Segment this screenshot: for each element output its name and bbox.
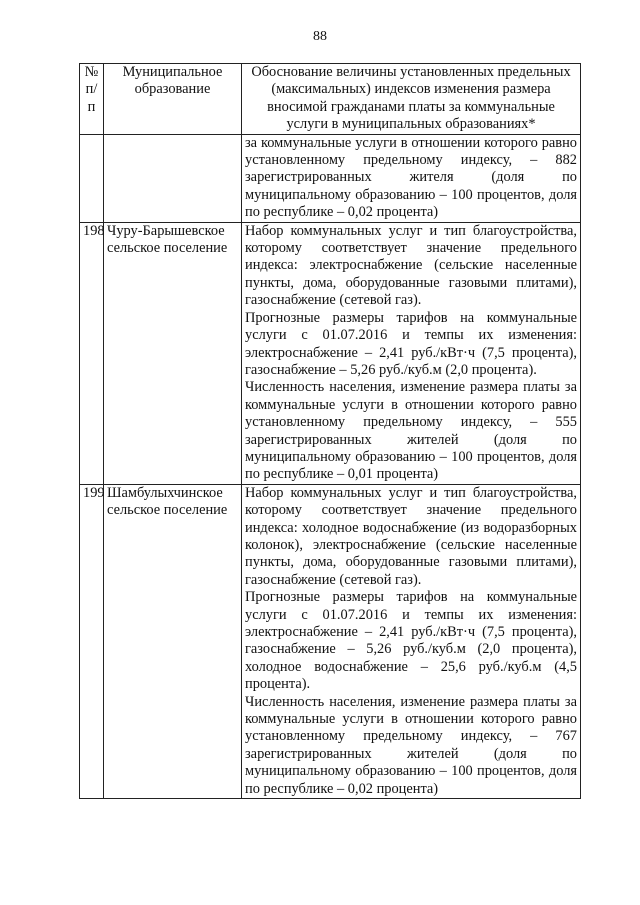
row-number: 198 [80, 222, 104, 484]
justification-paragraph: Прогнозные размеры тарифов на коммунальные услуги с 01.07.2016 и темпы их изменения: электроснабжение – 2,41 руб./кВт·ч (7,5 процента), газоснабжение – 5,26 руб./куб.м (2,0 процента). [245, 309, 577, 378]
table-header-row [80, 64, 581, 135]
tariff-index-table [79, 63, 581, 799]
row-municipality: Шамбулыхчинское сельское поселение [104, 484, 242, 798]
justification-paragraph: Прогнозные размеры тарифов на коммунальные услуги с 01.07.2016 и темпы их изменения: электроснабжение – 2,41 руб./кВт·ч (7,5 процента), газоснабжение – 5,26 руб./куб.м (2,0 процента), холодное водоснабжение – 25,6 руб./куб.м (4,5 процента). [245, 589, 577, 693]
page-number: 88 [313, 29, 327, 44]
justification-paragraph: Численность населения, изменение размера платы за коммунальные услуги в отношении которого равно установленному предельному индексу, – 767 зарегистрированных жителей (доля по муниципальному образованию – 100 процентов, доля по республике – 0,02 процента) [245, 693, 577, 797]
row-number [80, 134, 104, 222]
justification-paragraph: Набор коммунальных услуг и тип благоустройства, которому соответствует значение предельного индекса: электроснабжение (сельские населенные пункты, дома, оборудованные газовыми плитами), газоснабжение (сетевой газ). [245, 222, 577, 309]
header-num: № п/п [80, 64, 104, 135]
table-row [80, 222, 581, 484]
justification-paragraph: Набор коммунальных услуг и тип благоустройства, которому соответствует значение предельного индекса: холодное водоснабжение (из водоразборных колонок), электроснабжение (сельские населенные пункты, дома, оборудованные газовыми плитами), газоснабжение (сетевой газ). [245, 484, 577, 588]
row-justification [242, 134, 581, 222]
header-municipality: Муниципальное образование [104, 64, 242, 135]
row-justification [242, 484, 581, 798]
row-number: 199 [80, 484, 104, 798]
justification-paragraph: за коммунальные услуги в отношении которого равно установленному предельному индексу, – 882 зарегистрированных жителя (доля по муниципальному образованию – 100 процентов, доля по республике – 0,02 процента) [245, 134, 577, 221]
justification-paragraph: Численность населения, изменение размера платы за коммунальные услуги в отношении которого равно установленному предельному индексу, – 555 зарегистрированных жителей (доля по муниципальному образованию – 100 процентов, доля по республике – 0,01 процента) [245, 379, 577, 483]
row-municipality [104, 134, 242, 222]
table-row [80, 484, 581, 798]
row-justification [242, 222, 581, 484]
header-justification: Обоснование величины установленных предельных (максимальных) индексов изменения размера вносимой гражданами платы за коммунальные услуги в муниципальных образованиях* [242, 64, 581, 135]
row-municipality: Чуру-Барышевское сельское поселение [104, 222, 242, 484]
table-row [80, 134, 581, 222]
